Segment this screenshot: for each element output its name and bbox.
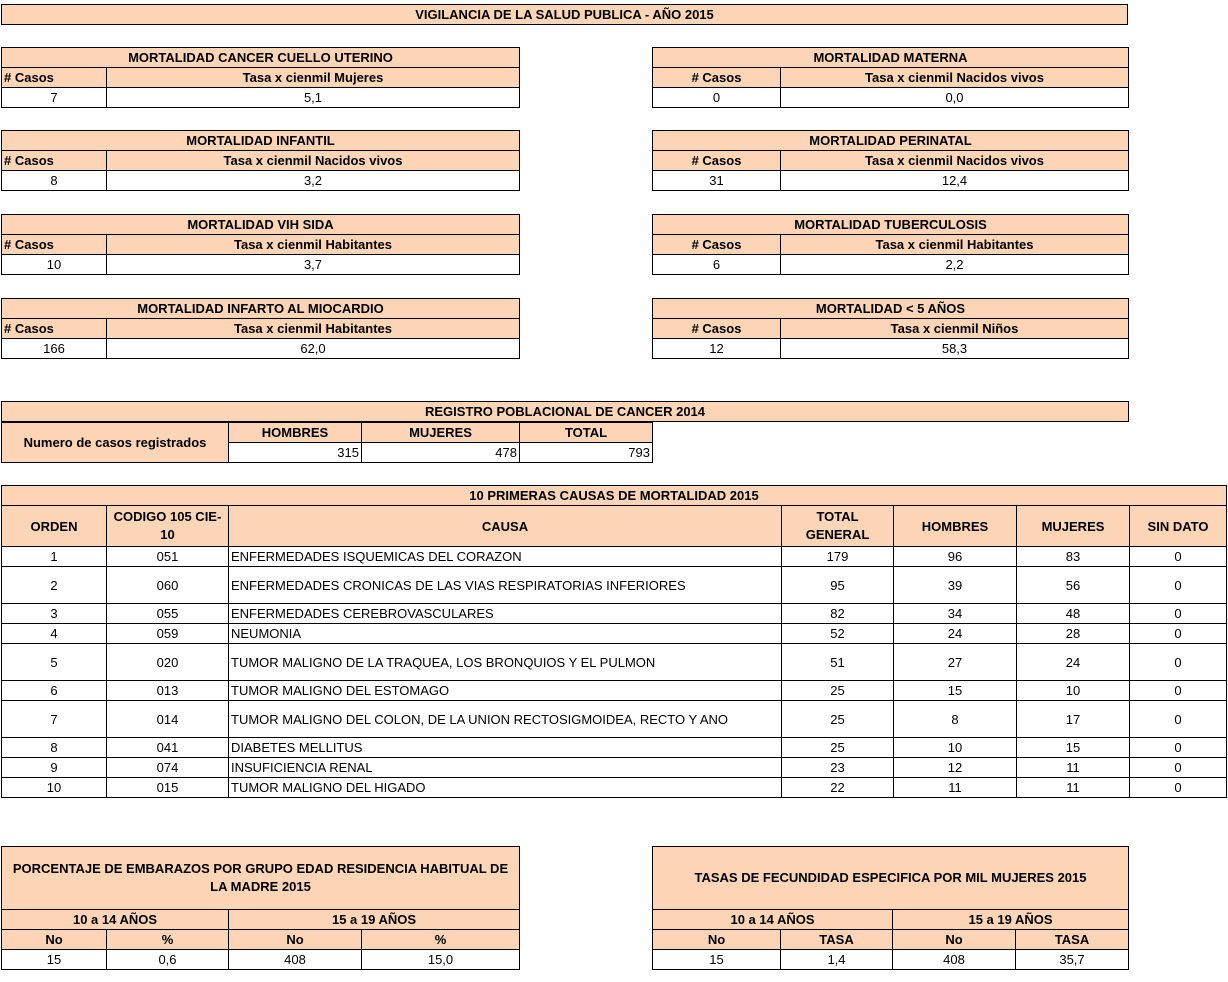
cell-total: 52 [782,624,894,644]
cell-mujeres: 10 [1017,681,1130,701]
cell-hombres: 34 [894,604,1017,624]
cell-codigo: 059 [107,624,229,644]
cell-orden: 3 [2,604,107,624]
value-hombres: 315 [229,443,362,463]
page-title: VIGILANCIA DE LA SALUD PUBLICA - AÑO 2015 [1,4,1128,25]
cases-value: 12 [653,339,781,359]
table-fecundity [652,846,1129,970]
col-header-tasa: Tasa x cienmil Mujeres [107,68,520,88]
col-header-tasa: TASA [781,930,893,950]
rate-value: 5,1 [107,88,520,108]
table-causes-mortality [1,485,1227,798]
col-header-casos: # Casos [653,68,781,88]
col-header-tasa: Tasa x cienmil Nacidos vivos [781,68,1129,88]
cell-mujeres: 11 [1017,778,1130,798]
cell-codigo: 041 [107,738,229,758]
rate-value: 2,2 [781,255,1129,275]
cell-sin-dato: 0 [1130,547,1227,567]
cases-value: 0 [653,88,781,108]
table-title: MORTALIDAD INFARTO AL MIOCARDIO [2,299,520,319]
cases-value: 31 [653,171,781,191]
col-header-tasa: Tasa x cienmil Nacidos vivos [107,151,520,171]
cell-sin-dato: 0 [1130,738,1227,758]
table-title: MORTALIDAD TUBERCULOSIS [653,215,1129,235]
cell-codigo: 013 [107,681,229,701]
cell-mujeres: 83 [1017,547,1130,567]
cell-mujeres: 17 [1017,701,1130,738]
cell-orden: 6 [2,681,107,701]
col-header-hombres: HOMBRES [229,423,362,443]
value-pct-15-19: 15,0 [362,950,520,970]
table-row [2,624,1227,644]
col-header-tasa: Tasa x cienmil Nacidos vivos [781,151,1129,171]
cell-codigo: 055 [107,604,229,624]
col-header-casos: # Casos [2,235,107,255]
cell-causa: ENFERMEDADES ISQUEMICAS DEL CORAZON [229,547,782,567]
cell-total: 82 [782,604,894,624]
table-mortalidad-infantil [1,130,520,191]
cell-causa: ENFERMEDADES CRONICAS DE LAS VIAS RESPIRATORIAS INFERIORES [229,567,782,604]
table-row [2,701,1227,738]
cell-total: 25 [782,738,894,758]
rate-value: 0,0 [781,88,1129,108]
table-mortalidad-infarto [1,298,520,359]
cell-codigo: 060 [107,567,229,604]
value-pct-10-14: 0,6 [107,950,229,970]
cell-total: 179 [782,547,894,567]
col-header-tasa: Tasa x cienmil Habitantes [781,235,1129,255]
cell-codigo: 014 [107,701,229,738]
table-mortalidad-vih [1,214,520,275]
col-header-casos: # Casos [653,319,781,339]
col-header-tasa: TASA [1016,930,1129,950]
table-row [2,604,1227,624]
cell-orden: 1 [2,547,107,567]
cell-hombres: 10 [894,738,1017,758]
cell-orden: 10 [2,778,107,798]
table-pregnancy [1,846,520,970]
table-mortalidad-materna [652,47,1129,108]
col-header-mujeres: MUJERES [362,423,520,443]
rate-value: 12,4 [781,171,1129,191]
table-row [2,644,1227,681]
cell-total: 22 [782,778,894,798]
table-row [2,547,1227,567]
table-row [2,738,1227,758]
table-row [2,681,1227,701]
cell-sin-dato: 0 [1130,701,1227,738]
value-no-10-14: 15 [2,950,107,970]
cell-total: 51 [782,644,894,681]
col-header-tasa: Tasa x cienmil Habitantes [107,319,520,339]
cell-sin-dato: 0 [1130,681,1227,701]
cell-hombres: 27 [894,644,1017,681]
cases-value: 166 [2,339,107,359]
col-header-casos: # Casos [2,319,107,339]
value-mujeres: 478 [362,443,520,463]
cell-hombres: 11 [894,778,1017,798]
cases-value: 10 [2,255,107,275]
group-15-19: 15 a 19 AÑOS [893,910,1129,930]
col-header-pct: % [362,930,520,950]
cell-sin-dato: 0 [1130,758,1227,778]
cases-value: 6 [653,255,781,275]
cell-causa: DIABETES MELLITUS [229,738,782,758]
col-header-no: No [229,930,362,950]
cell-mujeres: 11 [1017,758,1130,778]
cell-sin-dato: 0 [1130,778,1227,798]
cell-mujeres: 48 [1017,604,1130,624]
table-row [2,778,1227,798]
cell-hombres: 24 [894,624,1017,644]
table-title: MORTALIDAD CANCER CUELLO UTERINO [2,48,520,68]
col-header-causa: CAUSA [229,506,782,547]
cell-causa: NEUMONIA [229,624,782,644]
col-header-total: TOTAL GENERAL [782,506,894,547]
col-header-no: No [653,930,781,950]
cell-orden: 2 [2,567,107,604]
col-header-orden: ORDEN [2,506,107,547]
col-header-sin-dato: SIN DATO [1130,506,1227,547]
cell-hombres: 8 [894,701,1017,738]
col-header-codigo: CODIGO 105 CIE-10 [107,506,229,547]
cell-orden: 9 [2,758,107,778]
cell-hombres: 15 [894,681,1017,701]
cell-codigo: 051 [107,547,229,567]
cell-causa: TUMOR MALIGNO DEL HIGADO [229,778,782,798]
group-10-14: 10 a 14 AÑOS [653,910,893,930]
col-header-casos: # Casos [653,235,781,255]
rate-value: 3,7 [107,255,520,275]
table-cancer-registry [1,422,653,463]
table-title: MORTALIDAD VIH SIDA [2,215,520,235]
cell-total: 23 [782,758,894,778]
cell-codigo: 015 [107,778,229,798]
col-header-mujeres: MUJERES [1017,506,1130,547]
table-mortalidad-cuello-uterino [1,47,520,108]
value-no-15-19: 408 [229,950,362,970]
cell-total: 95 [782,567,894,604]
cell-mujeres: 24 [1017,644,1130,681]
col-header-casos: # Casos [653,151,781,171]
rate-value: 3,2 [107,171,520,191]
row-label: Numero de casos registrados [2,423,229,463]
value-no-15-19: 408 [893,950,1016,970]
value-tasa-15-19: 35,7 [1016,950,1129,970]
group-10-14: 10 a 14 AÑOS [2,910,229,930]
cell-codigo: 020 [107,644,229,681]
table-title: MORTALIDAD PERINATAL [653,131,1129,151]
cell-sin-dato: 0 [1130,604,1227,624]
table-title: PORCENTAJE DE EMBARAZOS POR GRUPO EDAD RESIDENCIA HABITUAL DE LA MADRE 2015 [2,847,520,910]
value-no-10-14: 15 [653,950,781,970]
cell-hombres: 39 [894,567,1017,604]
cell-codigo: 074 [107,758,229,778]
rate-value: 58,3 [781,339,1129,359]
cell-causa: TUMOR MALIGNO DE LA TRAQUEA, LOS BRONQUIOS Y EL PULMON [229,644,782,681]
table-mortalidad-perinatal [652,130,1129,191]
col-header-casos: # Casos [2,68,107,88]
table-row [2,567,1227,604]
col-header-tasa: Tasa x cienmil Habitantes [107,235,520,255]
cancer-registry-title-bar [1,401,1129,422]
cancer-registry-title: REGISTRO POBLACIONAL DE CANCER 2014 [2,402,1129,422]
col-header-no: No [2,930,107,950]
col-header-hombres: HOMBRES [894,506,1017,547]
cell-total: 25 [782,681,894,701]
value-total: 793 [520,443,653,463]
cell-causa: TUMOR MALIGNO DEL ESTOMAGO [229,681,782,701]
table-title: MORTALIDAD INFANTIL [2,131,520,151]
cell-orden: 8 [2,738,107,758]
col-header-total: TOTAL [520,423,653,443]
cases-value: 7 [2,88,107,108]
cell-orden: 4 [2,624,107,644]
cell-orden: 5 [2,644,107,681]
cell-mujeres: 28 [1017,624,1130,644]
col-header-pct: % [107,930,229,950]
col-header-no: No [893,930,1016,950]
cell-hombres: 12 [894,758,1017,778]
table-title: 10 PRIMERAS CAUSAS DE MORTALIDAD 2015 [2,486,1227,506]
table-mortalidad-menor-5 [652,298,1129,359]
cell-causa: INSUFICIENCIA RENAL [229,758,782,778]
cases-value: 8 [2,171,107,191]
cell-sin-dato: 0 [1130,644,1227,681]
cell-sin-dato: 0 [1130,567,1227,604]
col-header-tasa: Tasa x cienmil Niños [781,319,1129,339]
table-row [2,758,1227,778]
group-15-19: 15 a 19 AÑOS [229,910,520,930]
cell-mujeres: 15 [1017,738,1130,758]
table-title: MORTALIDAD MATERNA [653,48,1129,68]
cell-mujeres: 56 [1017,567,1130,604]
cell-orden: 7 [2,701,107,738]
cell-causa: TUMOR MALIGNO DEL COLON, DE LA UNION RECTOSIGMOIDEA, RECTO Y ANO [229,701,782,738]
cell-sin-dato: 0 [1130,624,1227,644]
col-header-casos: # Casos [2,151,107,171]
cell-total: 25 [782,701,894,738]
table-title: TASAS DE FECUNDIDAD ESPECIFICA POR MIL MUJERES 2015 [653,847,1129,910]
table-mortalidad-tuberculosis [652,214,1129,275]
cell-hombres: 96 [894,547,1017,567]
value-tasa-10-14: 1,4 [781,950,893,970]
cell-causa: ENFERMEDADES CEREBROVASCULARES [229,604,782,624]
rate-value: 62,0 [107,339,520,359]
table-title: MORTALIDAD < 5 AÑOS [653,299,1129,319]
